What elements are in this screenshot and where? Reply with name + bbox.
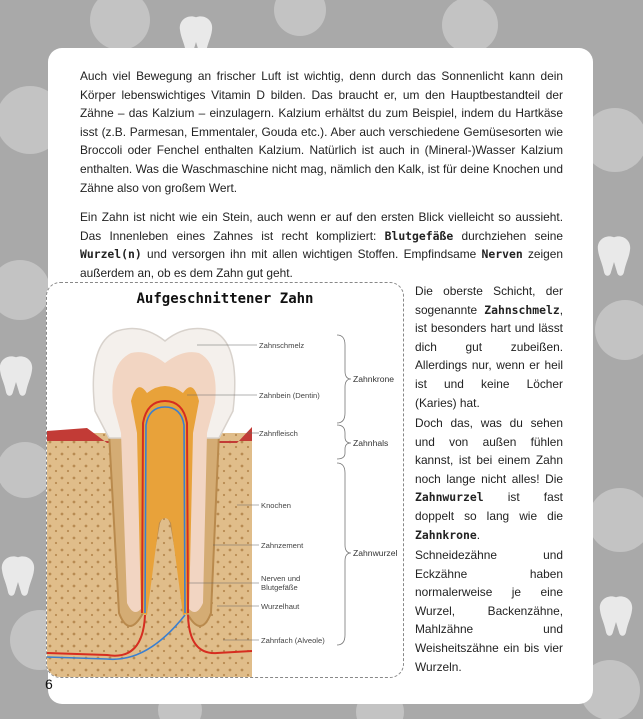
label-wurzelhaut: Wurzelhaut — [261, 602, 300, 611]
label-nerven-2: Blutgefäße — [261, 583, 298, 592]
label-nerven-1: Nerven und — [261, 574, 301, 583]
paragraph-calcium: Auch viel Bewegung an frischer Luft ist wichtig, denn durch das Sonnenlicht kann dein Körper lebenswichtiges Vitamin D bilden. Das braucht er, um den Hauptbestandteil der Zähne – das Kalzium – einzulagern. Kalzium erhältst du zum Beispiel, indem du Hartkäse isst (z.B. Parmesan, Emmentaler, Gouda etc.). Aber auch verschiedene Gemüsesorten wie Broccoli oder Fenchel enthalten Kalzium. Natürlich ist auch in (Mineral-)Wasser Kalzium enthalten. Was die Waschmaschine nicht mag, nämlich den Kalk, ist für deine Knochen und Zähne also von großem Wert. — [80, 69, 563, 195]
term-nerven: Nerven — [481, 247, 523, 262]
tooth-cross-section-figure — [46, 282, 404, 678]
label-knochen: Knochen — [261, 501, 291, 510]
term-zahnwurzel: Zahnwurzel — [415, 490, 484, 505]
side-paragraph-tooth-types: Schneidezähne und Eckzähne haben normalerweise je eine Wurzel, Backenzähne, Mahlzähne und Weisheitszähne ein bis vier Wurzeln. — [415, 548, 563, 674]
group-zahnkrone: Zahnkrone — [353, 374, 395, 384]
tooth-illustration — [47, 283, 403, 677]
label-zahnzement: Zahnzement — [261, 541, 304, 550]
term-blutgefaesse: Blutgefäße — [384, 228, 454, 243]
term-zahnschmelz: Zahnschmelz — [484, 302, 560, 317]
side-paragraph-zahnschmelz: Die oberste Schicht, der sogenannte Zahnschmelz, ist besonders hart und lässt dich gut zubeißen. Allerdings nur, wenn er heil ist und keine Löcher (Karies) hat. — [415, 284, 563, 410]
label-zahnschmelz: Zahnschmelz — [259, 341, 305, 350]
side-paragraph-zahnwurzel: Doch das, was du sehen und von außen fühlen kannst, ist bei einem Zahn noch lange nicht alles! Die Zahnwurzel ist fast doppelt so lang wie die Zahnkrone. — [415, 416, 563, 542]
group-zahnwurzel: Zahnwurzel — [353, 548, 398, 558]
label-zahnfleisch: Zahnfleisch — [259, 429, 298, 438]
term-wurzeln: Wurzel(n) — [80, 247, 142, 262]
figure-title: Aufgeschnittener Zahn — [136, 291, 314, 307]
paragraph-tooth-interior: Ein Zahn ist nicht wie ein Stein, auch wenn er auf den ersten Blick vielleicht so aussieht. Das Innenleben eines Zahnes ist recht kompliziert: Blutgefäße durchziehen seine Wurzel(n) und versorgen ihn mit allen wichtigen Stoffen. Empfindsame Nerven zeigen außerdem an, ob es dem Zahn gut geht. — [80, 210, 563, 280]
group-zahnhals: Zahnhals — [353, 438, 389, 448]
label-zahnfach: Zahnfach (Alveole) — [261, 636, 325, 645]
term-zahnkrone: Zahnkrone — [415, 527, 477, 542]
label-zahnbein: Zahnbein (Dentin) — [259, 391, 320, 400]
page-number: 6 — [45, 676, 53, 692]
